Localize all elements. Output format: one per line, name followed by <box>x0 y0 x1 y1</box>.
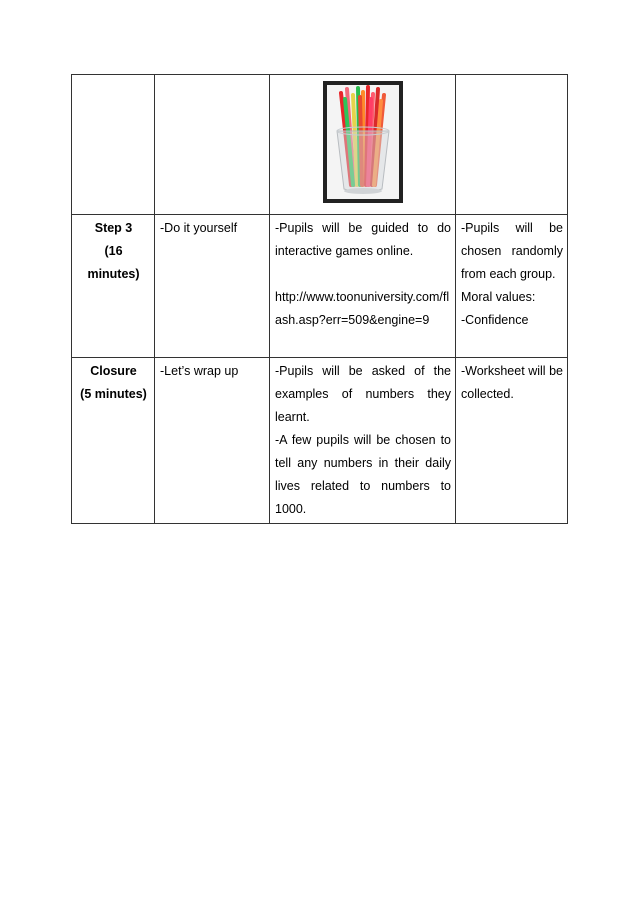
content-cell: -Pupils will be asked of the examples of numbers they learnt. -A few pupils will be chosen to tell any numbers in their daily lives related to numbers to 1000. <box>270 358 456 524</box>
table-row <box>72 215 568 358</box>
drinking-straws-cup-image <box>323 81 403 203</box>
content-link[interactable]: http://www.toonuniversity.com/flash.asp?err=509&engine=9 <box>275 290 450 327</box>
empty-cell <box>72 75 155 215</box>
activity-cell: -Do it yourself <box>155 215 270 358</box>
content-cell <box>270 215 456 358</box>
notes-cell: -Pupils will be chosen randomly from each group. Moral values: -Confidence <box>456 215 568 358</box>
image-cell <box>270 75 456 215</box>
notes-cell: -Worksheet will be collected. <box>456 358 568 524</box>
empty-cell <box>155 75 270 215</box>
lesson-plan-table <box>71 74 568 524</box>
stage-cell: Step 3 (16 minutes) <box>72 215 155 358</box>
empty-cell <box>456 75 568 215</box>
content-text: -Pupils will be guided to do interactive games online. <box>275 221 451 258</box>
table-row <box>72 358 568 524</box>
stage-cell: Closure (5 minutes) <box>72 358 155 524</box>
table-row-image <box>72 75 568 215</box>
activity-cell: -Let’s wrap up <box>155 358 270 524</box>
